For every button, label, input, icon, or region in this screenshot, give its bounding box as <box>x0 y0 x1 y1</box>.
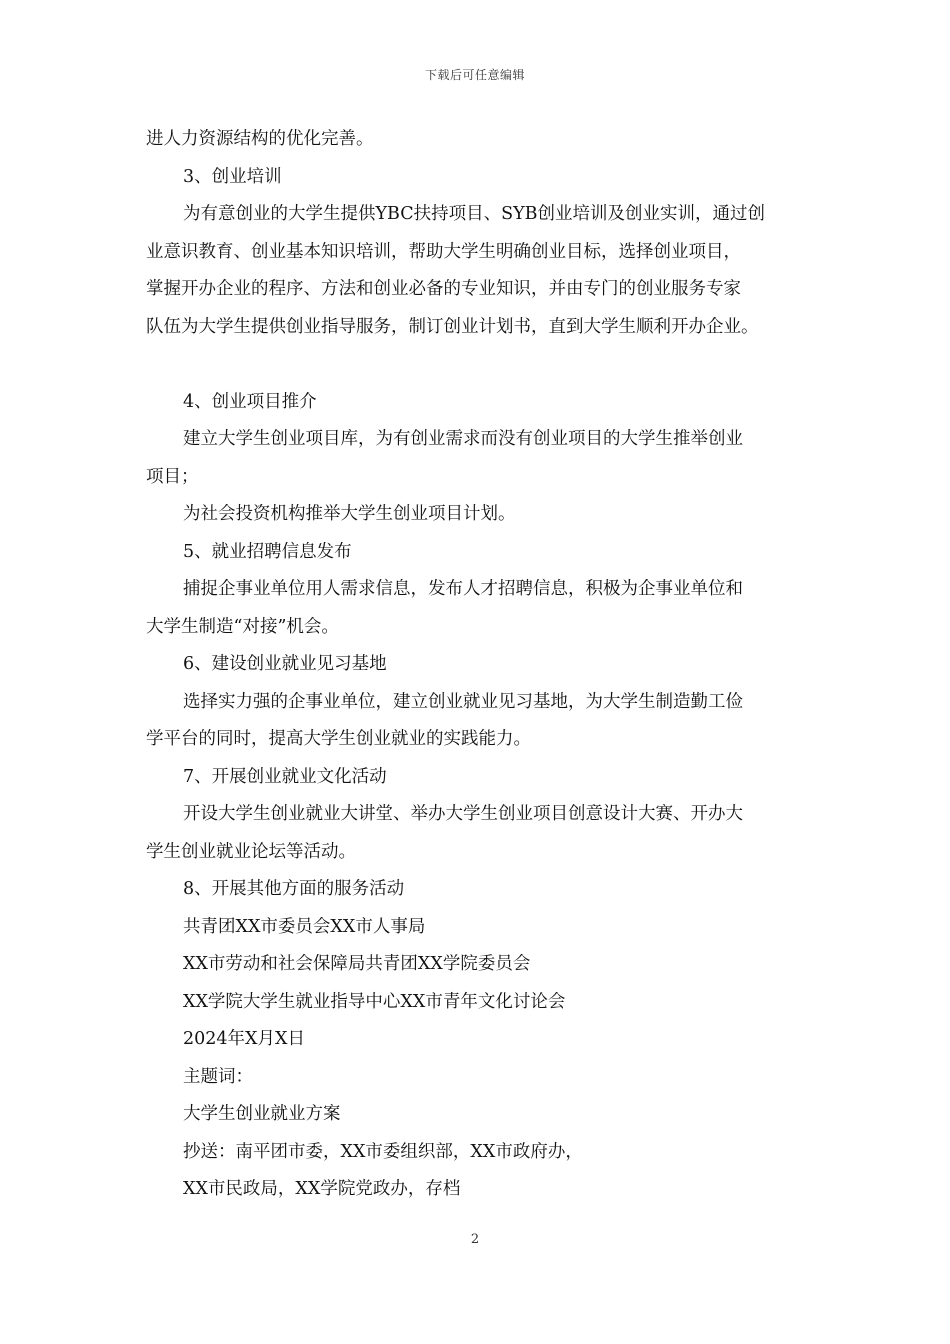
paragraph-line: 学生创业就业论坛等活动。 <box>146 841 356 862</box>
issuer-line: XX市劳动和社会保障局共青团XX学院委员会 <box>183 954 531 974</box>
paragraph-line: 建立大学生创业项目库，为有创业需求而没有创业项目的大学生推举创业 <box>183 429 743 449</box>
paragraph-line: 捕捉企事业单位用人需求信息，发布人才招聘信息，积极为企事业单位和 <box>183 579 743 599</box>
paragraph-line: 掌握开办企业的程序、方法和创业必备的专业知识，并由专门的创业服务专家 <box>146 279 741 299</box>
section-heading: 5、就业招聘信息发布 <box>183 541 352 562</box>
cc-line: XX市民政局，XX学院党政办，存档 <box>183 1179 461 1199</box>
paragraph-line: 学平台的同时，提高大学生创业就业的实践能力。 <box>146 729 531 749</box>
paragraph-line: 为有意创业的大学生提供YBC扶持项目、SYB创业培训及创业实训，通过创 <box>183 204 766 224</box>
paragraph-line: 大学生制造“对接”机会。 <box>146 616 339 637</box>
section-heading: 7、开展创业就业文化活动 <box>183 766 387 787</box>
paragraph-line: 队伍为大学生提供创业指导服务，制订创业计划书，直到大学生顺利开办企业。 <box>146 316 759 337</box>
section-heading: 4、创业项目推介 <box>183 391 317 412</box>
document-body <box>146 121 836 1209</box>
issuer-line: 共青团XX市委员会XX市人事局 <box>183 916 426 937</box>
paragraph-line: 选择实力强的企事业单位，建立创业就业见习基地，为大学生制造勤工俭 <box>183 691 743 712</box>
paragraph-line: 项目； <box>146 466 199 487</box>
cc-line: 抄送：南平团市委，XX市委组织部，XX市政府办， <box>183 1141 583 1162</box>
paragraph-line: 为社会投资机构推举大学生创业项目计划。 <box>183 504 516 524</box>
page-number: 2 <box>470 1232 480 1247</box>
paragraph-line: 进人力资源结构的优化完善。 <box>146 129 374 149</box>
keywords-value: 大学生创业就业方案 <box>183 1104 341 1124</box>
page-header: 下载后可任意编辑 <box>424 68 525 82</box>
paragraph-line: 开设大学生创业就业大讲堂、举办大学生创业项目创意设计大赛、开办大 <box>183 804 743 824</box>
section-heading: 8、开展其他方面的服务活动 <box>183 879 405 899</box>
blank-line <box>146 346 836 384</box>
paragraph-line: 业意识教育、创业基本知识培训，帮助大学生明确创业目标，选择创业项目， <box>146 241 741 262</box>
issuer-line: XX学院大学生就业指导中心XX市青年文化讨论会 <box>183 991 566 1012</box>
keywords-label: 主题词： <box>183 1066 253 1087</box>
section-heading: 3、创业培训 <box>183 166 282 187</box>
section-heading: 6、建设创业就业见习基地 <box>183 654 387 674</box>
date-line: 2024年X月X日 <box>183 1029 305 1049</box>
